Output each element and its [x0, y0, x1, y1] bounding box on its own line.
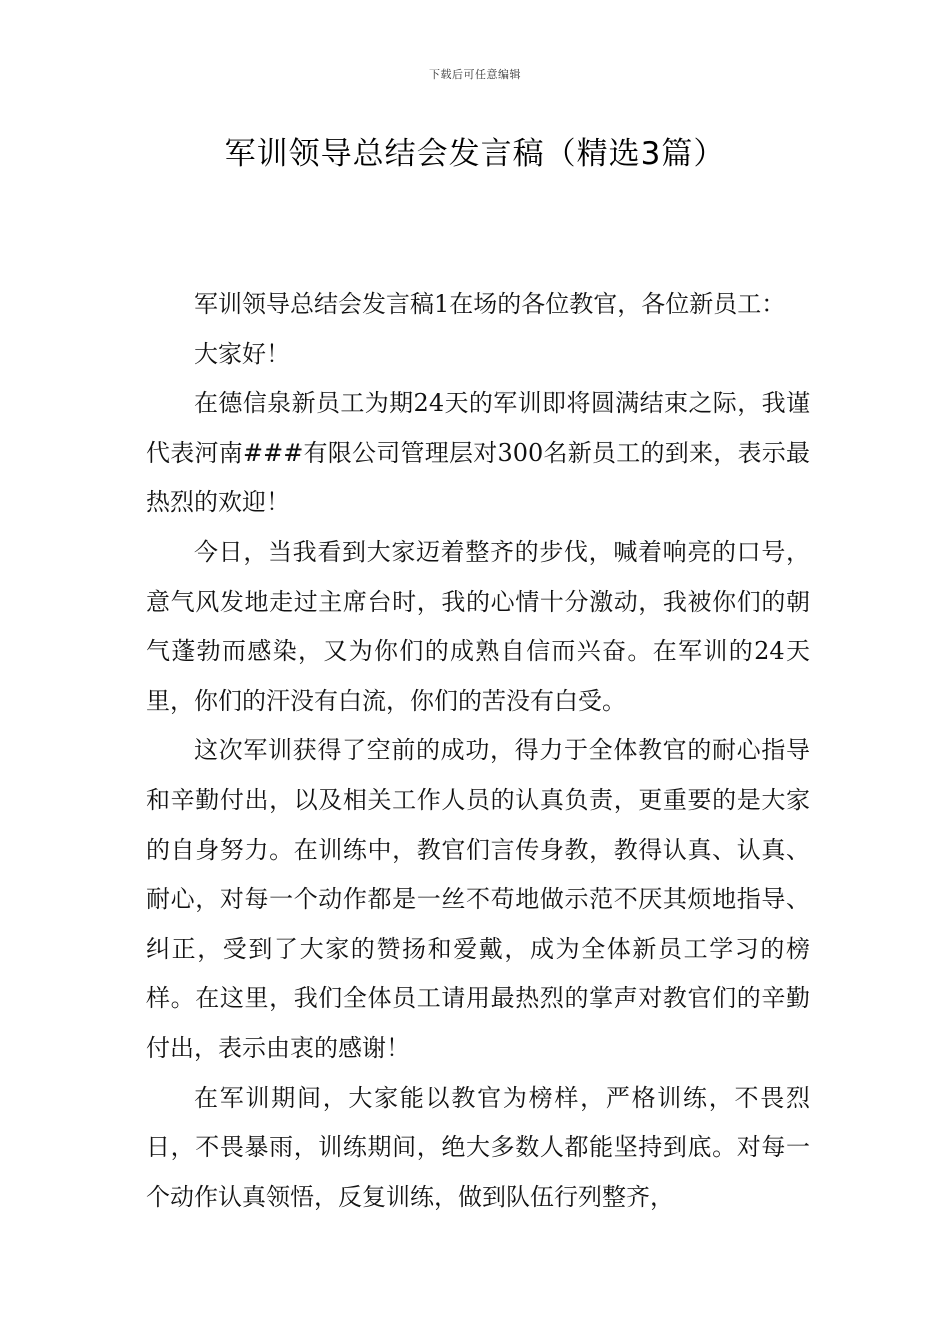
paragraph-greeting: 军训领导总结会发言稿1在场的各位教官，各位新员工：: [194, 290, 786, 318]
paragraph-hello: 大家好！: [194, 339, 290, 368]
paragraph-training: 在军训期间，大家能以教官为榜样，严格训练，不畏烈日，不畏暴雨，训练期间，绝大多数人都能坚持到底。对每一个动作认真领悟，反复训练，做到队伍行列整齐，: [146, 1083, 810, 1211]
paragraph-welcome: 在德信泉新员工为期24天的军训即将圆满结束之际，我谨代表河南###有限公司管理层对300名新员工的到来，表示最热烈的欢迎！: [146, 389, 810, 517]
paragraph-today: 今日，当我看到大家迈着整齐的步伐，喊着响亮的口号，意气风发地走过主席台时，我的心情十分激动，我被你们的朝气蓬勃而感染，又为你们的成熟自信而兴奋。在军训的24天里，你们的汗没有白流，你们的苦没有白受。: [146, 537, 810, 715]
document-title: 军训领导总结会发言稿（精选3篇）: [224, 136, 726, 172]
document-body: [146, 280, 810, 1222]
paragraph-success: 这次军训获得了空前的成功，得力于全体教官的耐心指导和辛勤付出，以及相关工作人员的认真负责，更重要的是大家的自身努力。在训练中，教官们言传身教，教得认真、认真、耐心，对每一个动作都是一丝不苟地做示范不厌其烦地指导、纠正，受到了大家的赞扬和爱戴，成为全体新员工学习的榜样。在这里，我们全体员工请用最热烈的掌声对教官们的辛勤付出，表示由衷的感谢！: [146, 736, 810, 1062]
header-note: 下载后可任意编辑: [429, 68, 521, 81]
